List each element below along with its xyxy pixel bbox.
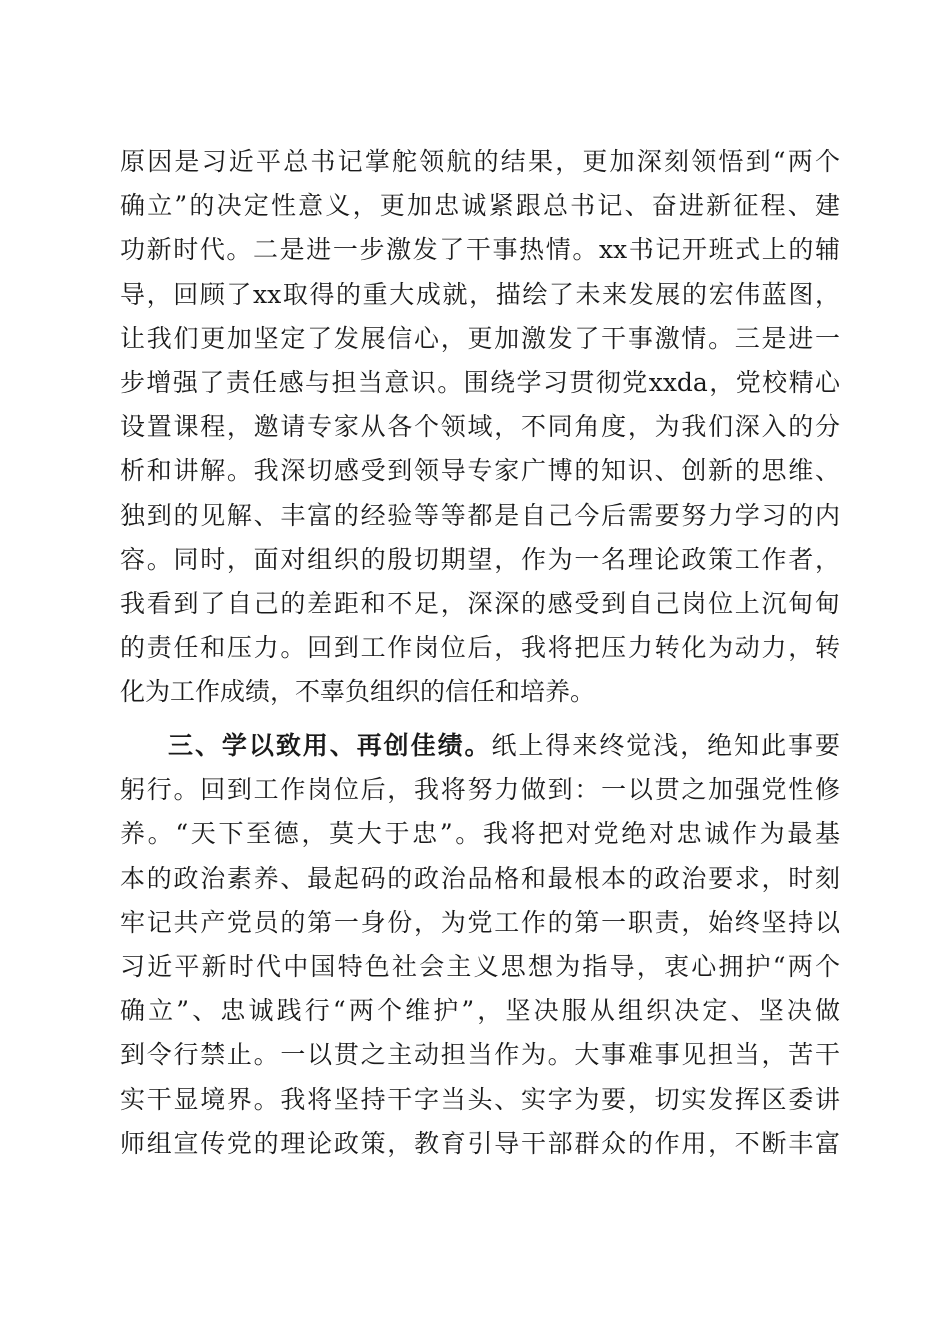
text-line: 导，回顾了xx取得的重大成就，描绘了未来发展的宏伟蓝图， <box>120 279 840 309</box>
text-line: 本的政治素养、最起码的政治品格和最根本的政治要求，时刻 <box>120 863 840 893</box>
text-line: 独到的见解、丰富的经验等等都是自己今后需要努力学习的内 <box>120 500 840 530</box>
text-line: 原因是习近平总书记掌舵领航的结果，更加深刻领悟到“两个 <box>120 147 840 176</box>
text-line: 析和讲解。我深切感受到领导专家广博的知识、创新的思维、 <box>120 456 840 486</box>
text-line: 实干显境界。我将坚持干字当头、实字为要，切实发挥区委讲 <box>120 1084 840 1114</box>
text-line: 化为工作成绩，不辜负组织的信任和培养。 <box>120 677 596 707</box>
text-line: 躬行。回到工作岗位后，我将努力做到：一以贯之加强党性修 <box>120 775 840 805</box>
text-line: 步增强了责任感与担当意识。围绕学习贯彻党xxda，党校精心 <box>120 367 840 397</box>
text-line: 师组宣传党的理论政策，教育引导干部群众的作用，不断丰富 <box>120 1128 840 1158</box>
paragraph-section-three <box>120 724 840 1166</box>
paragraph-continued <box>120 140 840 714</box>
text-line: 习近平新时代中国特色社会主义思想为指导，衷心拥护“两个 <box>120 951 840 981</box>
text-line: 确立”、忠诚践行“两个维护”，坚决服从组织决定、坚决做 <box>120 996 840 1026</box>
text-line: 到令行禁止。一以贯之主动担当作为。大事难事见担当，苦干 <box>120 1040 840 1070</box>
text-line: 功新时代。二是进一步激发了干事热情。xx书记开班式上的辅 <box>120 235 840 265</box>
text-line: 牢记共产党员的第一身份，为党工作的第一职责，始终坚持以 <box>120 907 840 937</box>
section-heading: 三、学以致用、再创佳绩。 <box>168 731 492 760</box>
text-line: 的责任和压力。回到工作岗位后，我将把压力转化为动力，转 <box>120 633 840 663</box>
text-line: 让我们更加坚定了发展信心，更加激发了干事激情。三是进一 <box>120 323 840 353</box>
section-heading-line <box>120 724 840 768</box>
text-line: 养。“天下至德，莫大于忠”。我将把对党绝对忠诚作为最基 <box>120 819 840 849</box>
text-run: 纸上得来终觉浅，绝知此事要 <box>491 731 840 760</box>
text-line: 设置课程，邀请专家从各个领域，不同角度，为我们深入的分 <box>120 412 840 442</box>
text-line: 我看到了自己的差距和不足，深深的感受到自己岗位上沉甸甸 <box>120 588 840 618</box>
text-line: 确立”的决定性意义，更加忠诚紧跟总书记、奋进新征程、建 <box>120 191 840 221</box>
text-line: 容。同时，面对组织的殷切期望，作为一名理论政策工作者， <box>120 544 840 574</box>
